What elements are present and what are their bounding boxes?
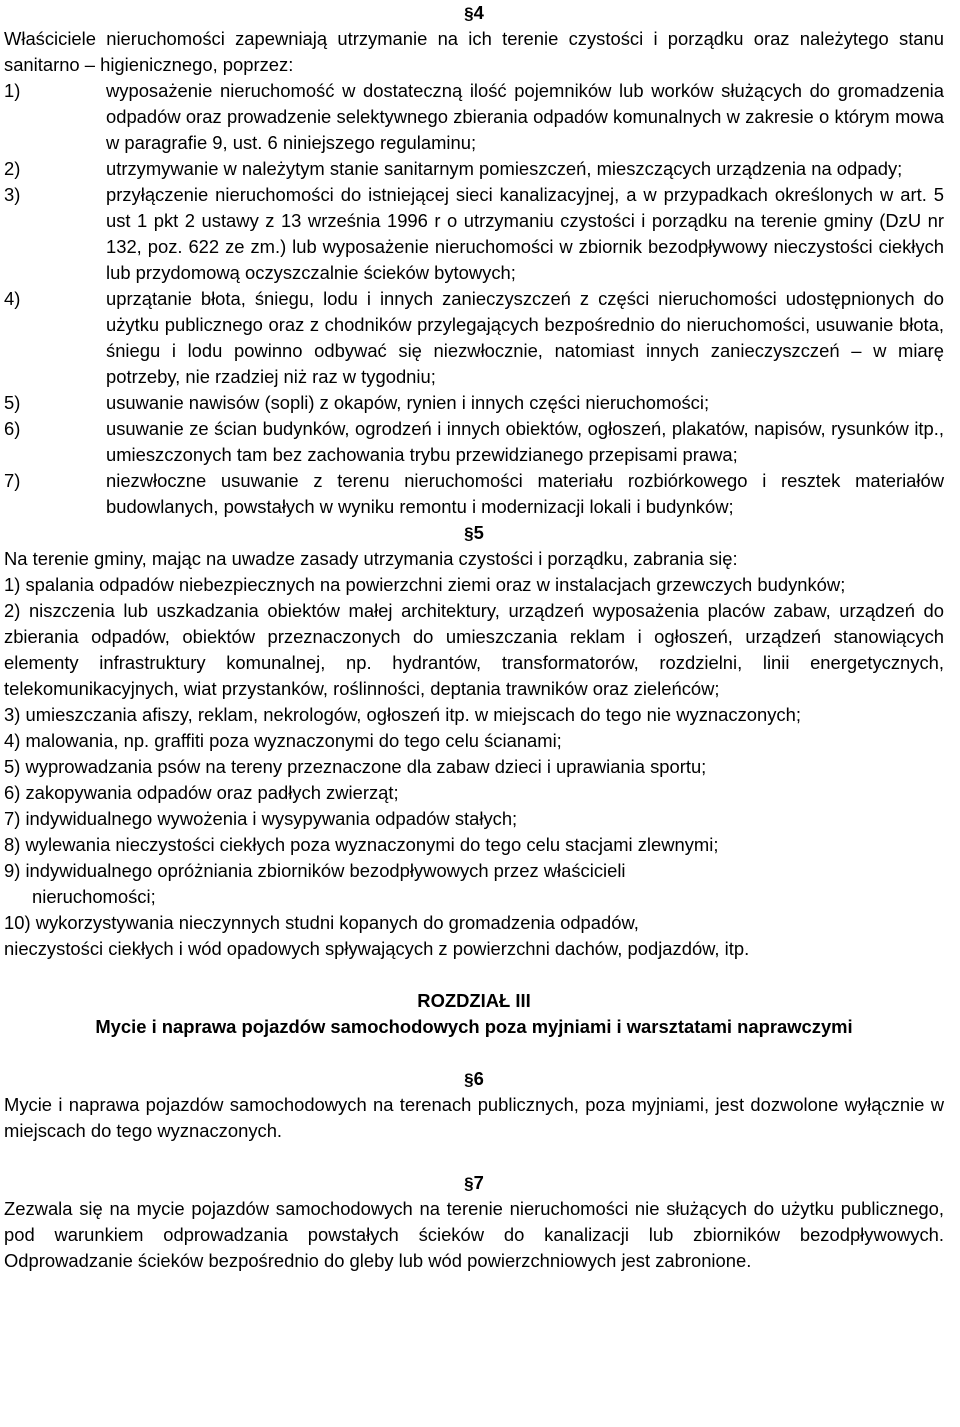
section-4-heading: §4 [464,2,484,23]
list-item: 1) spalania odpadów niebezpiecznych na powierzchni ziemi oraz w instalacjach grzewczych budynków; [4,574,846,595]
section-4-intro: Właściciele nieruchomości zapewniają utrzymanie na ich terenie czystości i porządku oraz należytego stanu sanitarno – higienicznego, poprzez: [4,28,944,75]
list-item: 2) utrzymywanie w należytym stanie sanitarnym pomieszczeń, mieszczących urządzenia na odpady; [4,158,903,179]
list-item: 5) usuwanie nawisów (sopli) z okapów, rynien i innych części nieruchomości; [4,392,710,413]
section-5-heading: §5 [464,522,484,543]
list-item: 3) umieszczania afiszy, reklam, nekrologów, ogłoszeń itp. w miejscach do tego nie wyznaczonych; [4,704,801,725]
list-item-continuation: nieczystości ciekłych i wód opadowych spływających z powierzchni dachów, podjazdów, itp. [4,938,750,959]
list-item: 7) indywidualnego wywożenia i wysypywania odpadów stałych; [4,808,518,829]
list-item: 2) niszczenia lub uszkadzania obiektów małej architektury, urządzeń wyposażenia placów zabaw, urządzeń do zbierania odpadów, obiektów przeznaczonych do umieszczania reklam i ogłoszeń, urządzeń stanowiących elementy infrastruktury komunalnej, np. hydrantów, transformatorów, rozdzielni, linii energetycznych, telekomunikacyjnych, wiat przystanków, roślinności, deptania trawników oraz zieleńców; [4,600,944,699]
chapter-label: ROZDZIAŁ III [417,990,531,1011]
list-item: 6) zakopywania odpadów oraz padłych zwierząt; [4,782,399,803]
list-item: 3) przyłączenie nieruchomości do istniejącej sieci kanalizacyjnej, a w przypadkach określonych w art. 5 ust 1 pkt 2 ustawy z 13 września 1996 r o utrzymaniu czystości i porządku na terenie gminy (DzU nr 132, poz. 622 ze zm.) lub wyposażenie nieruchomości w zbiornik bezodpływowy nieczystości ciekłych lub przydomową oczyszczalnie ścieków bytowych; [4,184,944,283]
chapter-title: Mycie i naprawa pojazdów samochodowych poza myjniami i warsztatami naprawczymi [95,1016,853,1037]
list-item: 6) usuwanie ze ścian budynków, ogrodzeń i innych obiektów, ogłoszeń, plakatów, napisów, rysunków itp., umieszczonych tam bez zachowania trybu przewidzianego przepisami prawa; [4,418,944,465]
list-item-continuation: nieruchomości; [32,886,156,907]
list-item: 4) malowania, np. graffiti poza wyznaczonymi do tego celu ścianami; [4,730,562,751]
list-item: 9) indywidualnego opróżniania zbiorników bezodpływowych przez właścicieli [4,860,626,881]
section-6-text: Mycie i naprawa pojazdów samochodowych na terenach publicznych, poza myjniami, jest dozwolone wyłącznie w miejscach do tego wyznaczonych. [4,1094,944,1141]
list-item: 10) wykorzystywania nieczynnych studni kopanych do gromadzenia odpadów, [4,912,639,933]
list-item: 8) wylewania nieczystości ciekłych poza wyznaczonymi do tego celu stacjami zlewnymi; [4,834,719,855]
list-item: 7) niezwłoczne usuwanie z terenu nieruchomości materiału rozbiórkowego i resztek materiałów budowlanych, powstałych w wyniku remontu i modernizacji lokali i budynków; [4,470,944,517]
list-item: 4) uprzątanie błota, śniegu, lodu i innych zanieczyszczeń z części nieruchomości udostępnionych do użytku publicznego oraz z chodników przylegających bezpośrednio do nieruchomości, usuwanie błota, śniegu i lodu powinno odbywać się niezwłocznie, natomiast innych zanieczyszczeń – w miarę potrzeby, nie rzadziej niż raz w tygodniu; [4,288,944,387]
list-item: 5) wyprowadzania psów na tereny przeznaczone dla zabaw dzieci i uprawiania sportu; [4,756,707,777]
section-6-heading: §6 [464,1068,484,1089]
section-5-intro: Na terenie gminy, mając na uwadze zasady utrzymania czystości i porządku, zabrania się: [4,548,738,569]
section-7-heading: §7 [464,1172,484,1193]
section-7-text: Zezwala się na mycie pojazdów samochodowych na terenie nieruchomości nie służących do użytku publicznego, pod warunkiem odprowadzania powstałych ścieków do kanalizacji lub zbiorników bezodpływowych. Odprowadzanie ścieków bezpośrednio do gleby lub wód powierzchniowych jest zabronione. [4,1198,944,1271]
list-item: 1) wyposażenie nieruchomość w dostateczną ilość pojemników lub worków służących do gromadzenia odpadów oraz prowadzenie selektywnego zbierania odpadów komunalnych w zakresie o którym mowa w paragrafie 9, ust. 6 niniejszego regulaminu; [4,80,944,153]
